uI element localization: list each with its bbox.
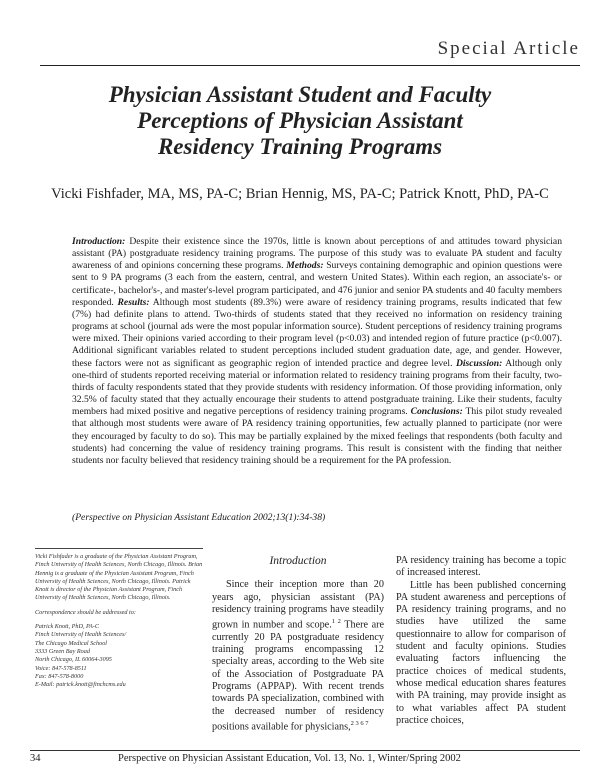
abstract-methods-label: Methods: [286, 260, 324, 272]
reference-superscript: 2 3 6 7 [350, 719, 369, 727]
section-label: Special Article [437, 38, 580, 59]
reference-superscript: 1 2 [331, 618, 341, 626]
correspondence-label: Correspondence should be addressed to: [35, 608, 136, 616]
address-line: Voice: 847-578-8511 [35, 664, 87, 672]
title-line-1: Physician Assistant Student and Faculty [108, 82, 492, 107]
title-line-3: Residency Training Programs [157, 134, 443, 159]
title-line-2: Perceptions of Physician Assistant [137, 108, 463, 133]
abstract-intro-text: Despite their existence since the 1970s, little is known about perceptions of and attitudes toward physician assistant (PA) postgraduate residency training programs. The purpose of this study was to evaluate PA student and faculty awareness of and opinions concerning these programs. [72, 236, 562, 272]
citation: (Perspective on Physician Assistant Education 2002;13(1):34-38) [72, 512, 326, 523]
body-column-2 [396, 555, 566, 727]
abstract-conclusions-text: This pilot study revealed that although most students were aware of PA residency training opportunities, few actually planned to participate (nor were they encouraged by faculty to do so). This may be partially explained by the mixed feelings that respondents (both faculty and students) had concerning the value of residency training programs. This result is consistent with the finding that neither students nor faculty believed that residency training should be a requirement for the PA profession. [72, 406, 562, 466]
correspondence-address [35, 623, 203, 689]
address-line: Fax: 847-578-8000 [35, 672, 84, 680]
body-text: There are currently 20 PA postgraduate residency training programs encompassing 12 specialty areas, according to the Web site of the Association of Postgraduate PA Programs (APPAP). With recent trends towards PA specialization, combined with the decreased number of residency positions available for physicians, [212, 619, 385, 733]
abstract-results-label: Results: [117, 296, 150, 308]
body-paragraph [212, 579, 384, 733]
abstract-results-text: Although most students (89.3%) were aware of residency training programs, results indicated that few (7%) had definite plans to attend. Two-thirds of students stated that they received no information on residency training programs at school (journal ads were the most popular information source). Student perceptions of residency training programs were mixed. Their opinions varied according to their program level (p<0.03) and intended region of future practice (p<0.007). Additional significant variables related to student perceptions included student graduation date, age, and gender. However, these factors were not as significant as geographic region of intended practice and degree level. [72, 296, 562, 369]
header-rule [40, 65, 580, 66]
journal-citation: Perspective on Physician Assistant Education, Vol. 13, No. 1, Winter/Spring 2002 [118, 753, 461, 764]
article-title [30, 82, 570, 160]
abstract-text [72, 236, 562, 467]
page-number: 34 [30, 753, 41, 764]
body-paragraph: PA residency training has become a topic of increased interest. [396, 555, 566, 579]
abstract [72, 236, 562, 467]
address-line: Finch University of Health Sciences/ [35, 631, 127, 639]
address-line: North Chicago, IL 60064-3095 [35, 656, 112, 664]
abstract-intro-label: Introduction: [72, 236, 126, 247]
body-text: Since their inception more than 20 years ago, physician assistant (PA) residency training programs have steadily grown in number and scope. [212, 579, 384, 631]
address-line: E-Mail: patrick.knott@finchcms.edu [35, 681, 126, 689]
abstract-methods-text: Surveys containing demographic and opinion questions were sent to 9 PA programs (3 each from the eastern, central, and western United States). Within each region, an associate's- or certificate-, bachelor's-, and master's-level program participated, and 476 junior and senior PA students and 40 faculty members responded. [72, 260, 562, 308]
abstract-discussion-text: Although only one-third of students reported receiving material or information related to residency training programs from their faculty, two-thirds of faculty respondents stated that they provide students with residency information. Of those providing information, only 32.5% of faculty stated that they actually encourage their students to attend postgraduate training. Like their students, faculty members had mixed positive and negative perceptions of residency training programs. [72, 357, 562, 418]
address-line: 3333 Green Bay Road [35, 647, 90, 655]
body-column-1 [212, 555, 384, 734]
author-affiliation: Vicki Fishfader is a graduate of the Physician Assistant Program, Finch University of Health Sciences, North Chicago, Illinois. Brian Hennig is a graduate of the Physician Assistant Program, Finch University of Health Sciences, North Chicago, Illinois. Patrick Knott is director of the Physician Assistant Program, Finch University of Health Sciences, North Chicago, Illinois. [35, 553, 203, 602]
address-line: Patrick Knott, PhD, PA-C [35, 623, 99, 631]
footer-rule [30, 750, 580, 751]
abstract-conclusions-label: Conclusions: [410, 406, 463, 418]
body-paragraph: Little has been published concerning PA student awareness and perceptions of PA residency training programs, and no studies have utilized the same questionnaire to allow for comparison of student and faculty opinions. Studies evaluating factors influencing the practice choices of medical students, whose medical education shares features with PA training, may provide insight as to what variables affect PA student practice choices, [396, 579, 566, 726]
author-list: Vicki Fishfader, MA, MS, PA-C; Brian Hennig, MS, PA-C; Patrick Knott, PhD, PA-C [51, 186, 549, 202]
introduction-heading: Introduction [269, 555, 327, 567]
address-line: The Chicago Medical School [35, 639, 108, 647]
author-notes [35, 548, 203, 689]
abstract-discussion-label: Discussion: [455, 357, 503, 369]
